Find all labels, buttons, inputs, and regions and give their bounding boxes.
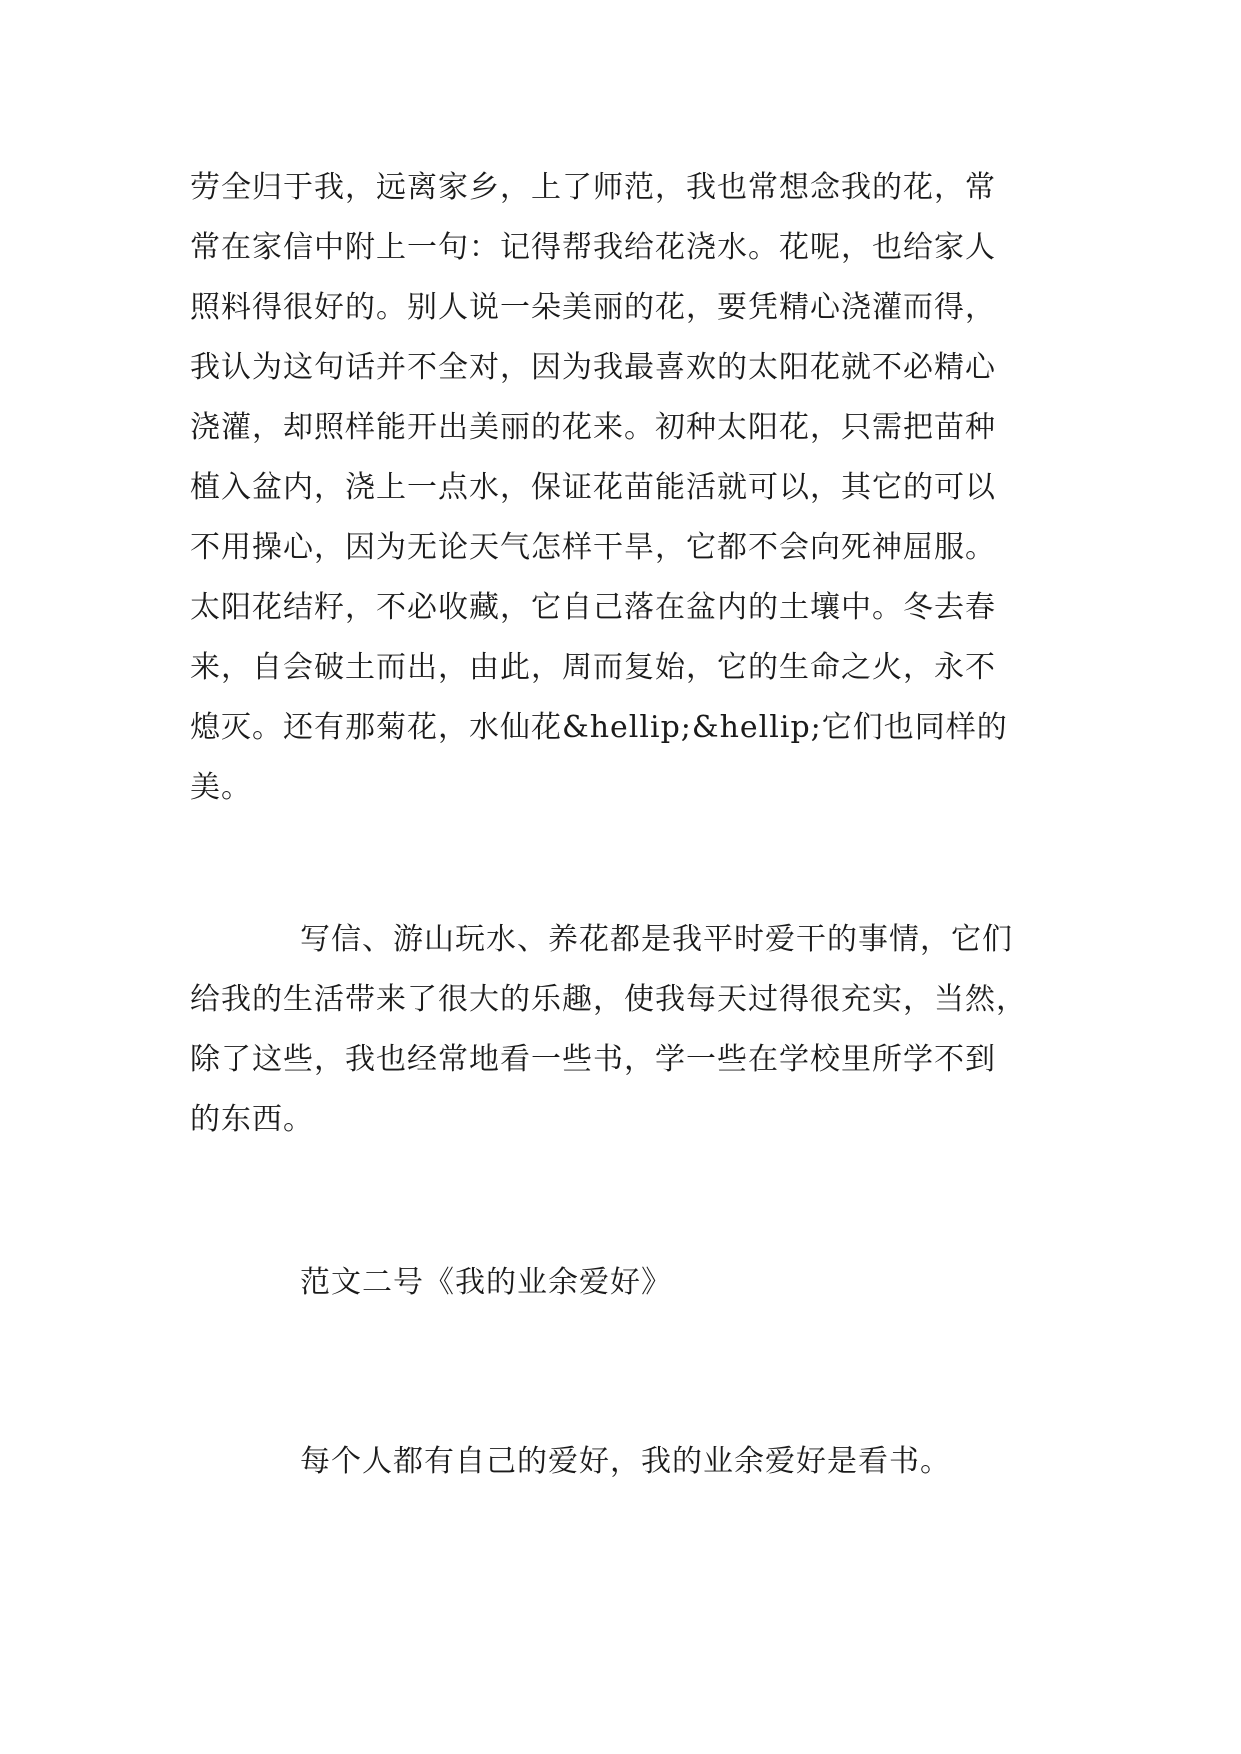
paragraph-3: 每个人都有自己的爱好，我的业余爱好是看书。 xyxy=(300,1444,951,1479)
paragraph-2-line: 的东西。 xyxy=(190,1102,314,1137)
paragraph-2-line: 除了这些，我也经常地看一些书，学一些在学校里所学不到 xyxy=(190,1042,996,1077)
paragraph-1-line: 植入盆内，浇上一点水，保证花苗能活就可以，其它的可以 xyxy=(190,470,996,505)
paragraph-1-line: 常在家信中附上一句：记得帮我给花浇水。花呢，也给家人 xyxy=(190,230,996,265)
paragraph-2-line: 写信、游山玩水、养花都是我平时爱干的事情，它们 xyxy=(300,922,1013,957)
paragraph-2-line: 给我的生活带来了很大的乐趣，使我每天过得很充实，当然， xyxy=(190,982,1027,1017)
paragraph-1-line: 照料得很好的。别人说一朵美丽的花，要凭精心浇灌而得， xyxy=(190,290,996,325)
paragraph-1-line: 太阳花结籽，不必收藏，它自己落在盆内的土壤中。冬去春 xyxy=(190,590,996,625)
paragraph-1-line: 我认为这句话并不全对，因为我最喜欢的太阳花就不必精心 xyxy=(190,350,996,385)
paragraph-1-line: 浇灌，却照样能开出美丽的花来。初种太阳花，只需把苗种 xyxy=(190,410,996,445)
paragraph-1-line: 熄灭。还有那菊花，水仙花&hellip;&hellip;它们也同样的 xyxy=(190,710,1008,745)
paragraph-1-line: 不用操心，因为无论天气怎样干旱，它都不会向死神屈服。 xyxy=(190,530,996,565)
section-heading: 范文二号《我的业余爱好》 xyxy=(300,1265,672,1300)
paragraph-1-line: 来，自会破土而出，由此，周而复始，它的生命之火，永不 xyxy=(190,650,996,685)
paragraph-1-line: 劳全归于我，远离家乡，上了师范，我也常想念我的花，常 xyxy=(190,170,996,205)
paragraph-1-line: 美。 xyxy=(190,770,252,805)
